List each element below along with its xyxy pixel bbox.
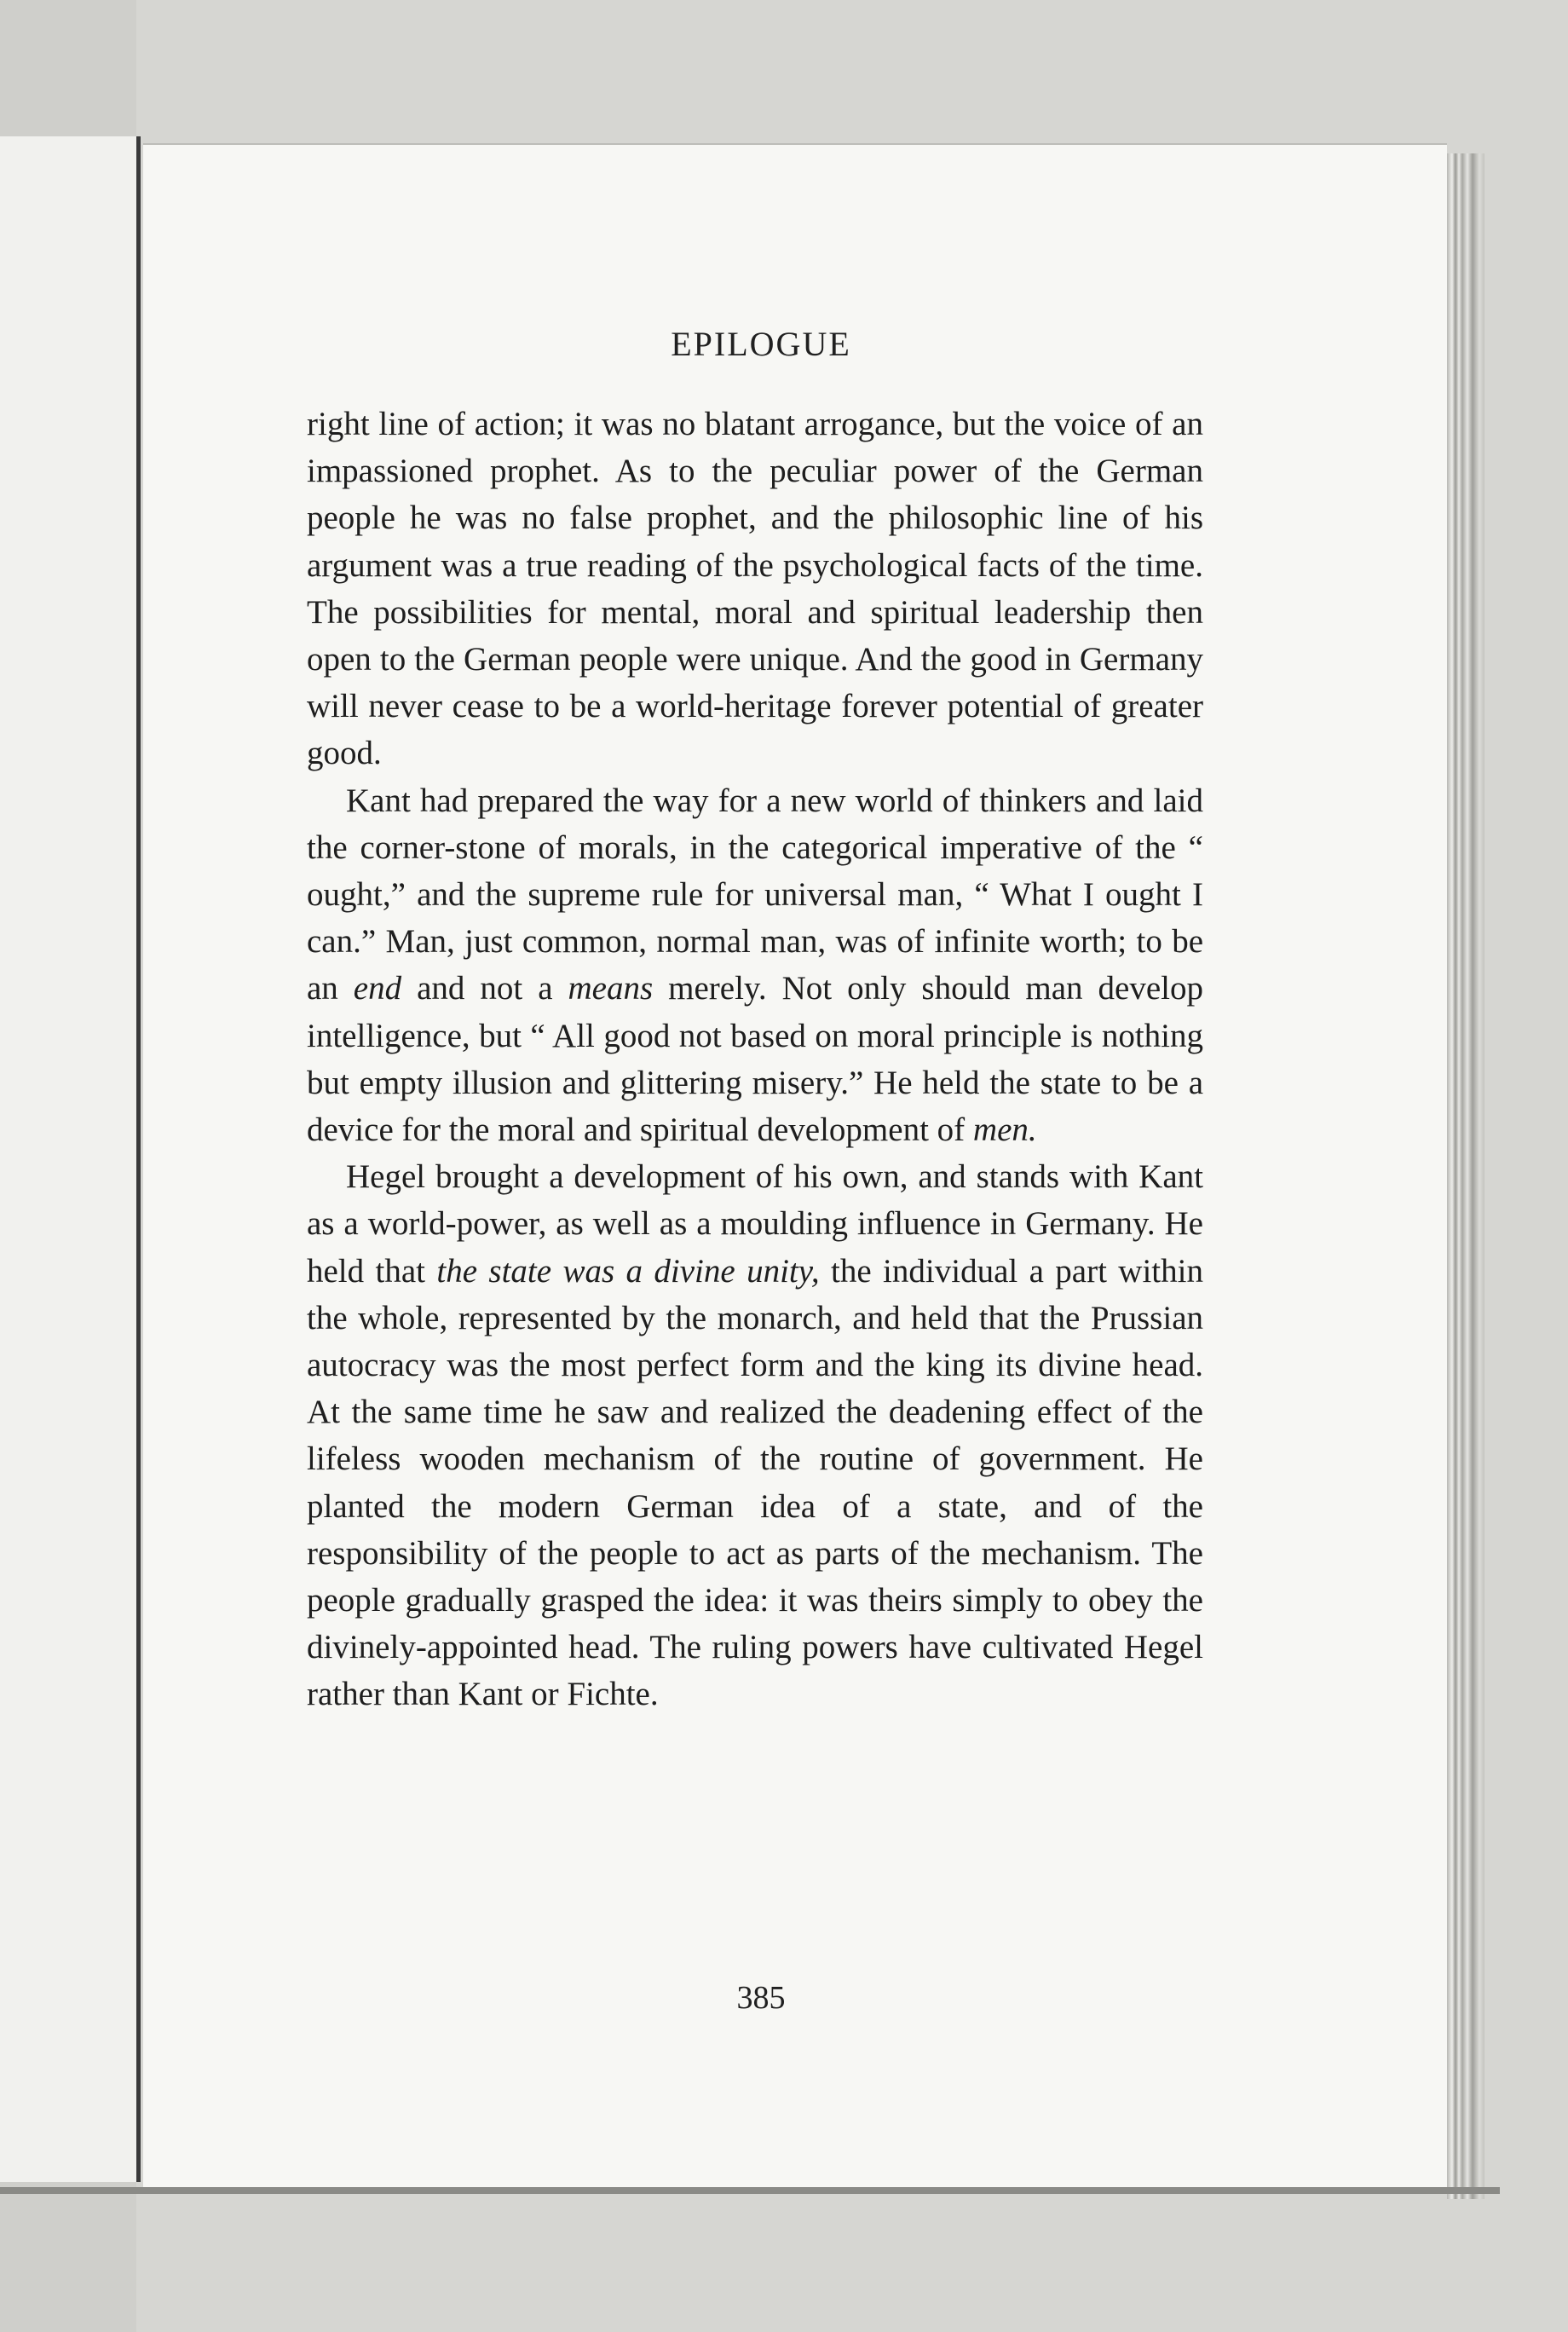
facing-page-edge [0, 136, 141, 2182]
page-stack-edge [1447, 153, 1484, 2199]
text-run: the individual a part within the whole, represented by the monarch, and held that the Prussian autocracy was the most perfect form and the king its divine head. At the same time he saw and realized the deadening effect of the lifeless wooden mechanism of the routine of government. He planted the modern German idea of a state, and of the responsibility of the people to act as parts of the mechanism. The people gradually grasped the idea: it was theirs simply to obey the divinely-appointed head. The ruling powers have cultivated Hegel rather than Kant or Fichte. [307, 1252, 1203, 1713]
text-run: Hegel brought a development of his own, and stands with Kant as a world-power, as well as a moulding influence in Germany. He held that [307, 1158, 1203, 1290]
italic-text: end [353, 970, 402, 1007]
paragraph [307, 1153, 1203, 1717]
text-run: Kant had prepared the way for a new world of thinkers and laid the corner-stone of morals, in the categorical imperative of the “ ought,” and the supreme rule for universal man, “ What I ought I can.” Man, just common, normal man, was of infinite worth; to be an [307, 782, 1203, 1007]
italic-text: men. [972, 1111, 1037, 1149]
page-number: 385 [736, 1980, 786, 2016]
italic-text: the state was a divine unity, [436, 1252, 820, 1290]
page-bottom-shadow [0, 2187, 1500, 2194]
text-run: merely. Not only should man develop intelligence, but “ All good not based on moral principle is nothing but empty illusion and glittering misery.” He held the state to be a device for the moral and spiritual development of [307, 970, 1203, 1149]
text-run: and not a [401, 970, 568, 1007]
text-run: right line of action; it was no blatant arrogance, but the voice of an impassioned prophet. As to the peculiar power of the German people he was no false prophet, and the philosophic line of his argument was a true reading of the psychological facts of the time. The possibilities for mental, moral and spiritual leadership then open to the German people were unique. And the good in Germany will never cease to be a world-heritage forever potential of greater good. [307, 406, 1203, 772]
paragraph [307, 401, 1203, 777]
paragraph [307, 777, 1203, 1154]
italic-text: means [568, 970, 654, 1007]
body-text [307, 401, 1203, 1718]
running-header: EPILOGUE [671, 325, 851, 363]
